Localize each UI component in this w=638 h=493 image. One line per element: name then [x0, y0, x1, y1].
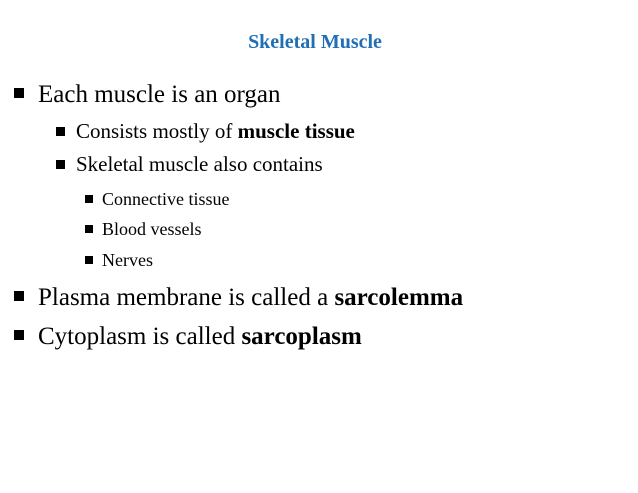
square-bullet-icon [85, 225, 93, 233]
bullet-text: Skeletal muscle also contains [76, 152, 323, 176]
slide-title: Skeletal Muscle [248, 31, 382, 53]
sub-sub-bullet-item [85, 220, 202, 238]
bullet-text: Plasma membrane is called a [38, 284, 335, 311]
sub-bullet-item [56, 121, 355, 142]
square-bullet-icon [56, 127, 65, 136]
sub-bullet-item [56, 154, 323, 175]
bullet-text: Each muscle is an organ [38, 81, 281, 108]
square-bullet-icon [56, 160, 65, 169]
bullet-bold-text: sarcolemma [334, 284, 464, 311]
bullet-text: Blood vessels [102, 219, 202, 239]
bullet-text: Cytoplasm is called [38, 323, 242, 350]
bullet-item [14, 324, 362, 349]
bullet-text: Connective tissue [102, 189, 230, 209]
sub-sub-bullet-item [85, 251, 153, 269]
bullet-text: Nerves [102, 250, 153, 270]
bullet-bold-text: muscle tissue [237, 119, 355, 143]
bullet-item [14, 285, 463, 310]
bullet-bold-text: sarcoplasm [241, 323, 362, 350]
bullet-item [14, 82, 281, 107]
square-bullet-icon [85, 256, 93, 264]
square-bullet-icon [14, 88, 24, 98]
square-bullet-icon [14, 291, 24, 301]
sub-sub-bullet-item [85, 190, 229, 208]
square-bullet-icon [85, 195, 93, 203]
bullet-text: Consists mostly of [76, 119, 238, 143]
square-bullet-icon [14, 330, 24, 340]
